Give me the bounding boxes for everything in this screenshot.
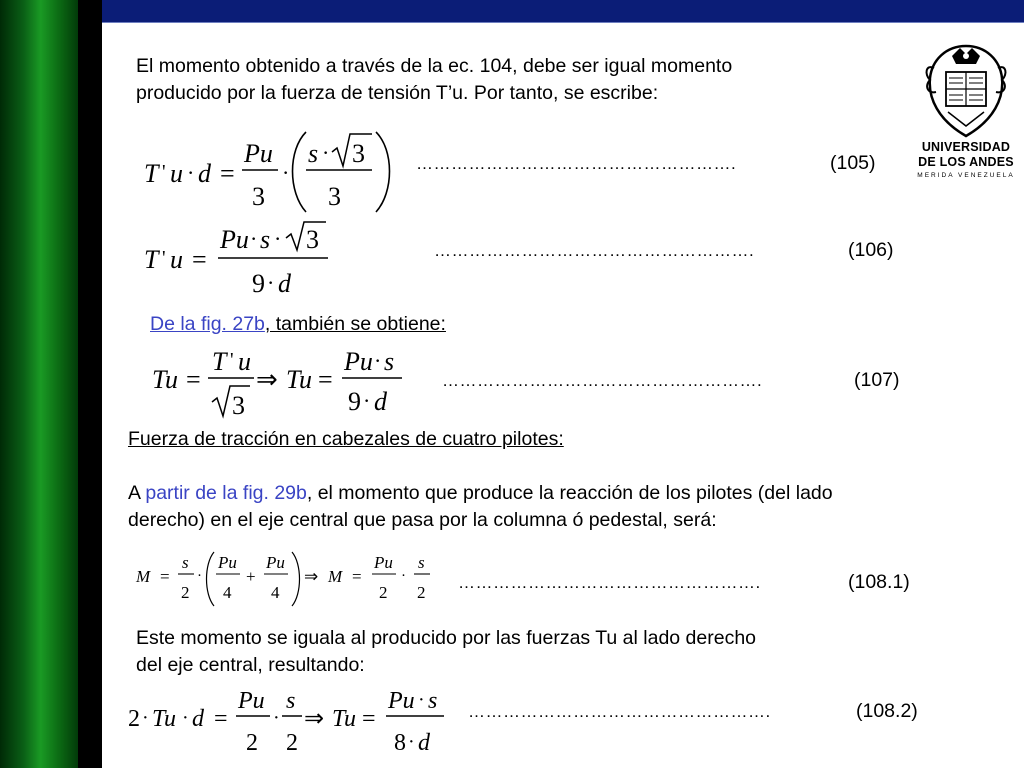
svg-text:Pu: Pu <box>220 225 249 254</box>
equation-108-1-number: (108.1) <box>848 571 910 593</box>
svg-text:⇒: ⇒ <box>304 706 325 732</box>
equation-107 <box>150 346 410 429</box>
svg-text:Pu: Pu <box>218 553 237 572</box>
equation-106-dots: ………………………………………………. <box>434 241 755 260</box>
svg-text:s: s <box>182 553 189 572</box>
svg-text:d: d <box>192 706 204 732</box>
svg-text:u: u <box>238 347 251 376</box>
fig-29b-line-2: derecho) en el eje central que pasa por la columna ó pedestal, será: <box>128 509 717 531</box>
equation-108-2-number: (108.2) <box>856 700 918 722</box>
left-decorative-bar <box>0 0 78 768</box>
four-piles-heading: Fuerza de tracción en cabezales de cuatro pilotes: <box>128 428 564 450</box>
svg-text:': ' <box>162 247 166 269</box>
fig-27b-link[interactable]: De la fig. 27b <box>150 313 265 335</box>
svg-text:Tu: Tu <box>332 706 357 732</box>
svg-text:T: T <box>212 347 227 376</box>
svg-text:s: s <box>428 688 438 714</box>
fig-29b-rest: , el momento que produce la reacción de los pilotes (del lado <box>306 482 833 504</box>
svg-text:⇒: ⇒ <box>256 365 278 394</box>
equation-108-1 <box>134 550 434 613</box>
svg-text:d: d <box>374 387 387 416</box>
svg-text:·: · <box>142 707 149 729</box>
svg-text:d: d <box>278 269 291 298</box>
university-name <box>916 140 1016 180</box>
fig-27b-sentence <box>150 310 446 338</box>
equation-106-number: (106) <box>848 239 894 261</box>
svg-text:3: 3 <box>252 182 265 211</box>
svg-text:s: s <box>260 225 271 254</box>
svg-text:·: · <box>274 226 282 251</box>
svg-text:·: · <box>408 731 415 753</box>
svg-text:T: T <box>144 159 159 188</box>
svg-text:2: 2 <box>181 583 190 602</box>
svg-text:·: · <box>250 226 258 251</box>
svg-text:9: 9 <box>252 269 265 298</box>
top-band-rule <box>102 22 1024 23</box>
svg-text:·: · <box>374 348 382 373</box>
equation-108-1-dots: ……………………………………………. <box>458 573 761 592</box>
svg-text:Pu: Pu <box>266 553 285 572</box>
svg-text:·: · <box>418 689 425 711</box>
svg-text:u: u <box>170 159 183 188</box>
svg-text:=: = <box>186 365 201 394</box>
equation-105-number: (105) <box>830 152 876 174</box>
svg-text:8: 8 <box>394 730 406 756</box>
svg-text:·: · <box>267 270 275 295</box>
svg-text:=: = <box>352 567 362 586</box>
svg-text:s: s <box>286 688 296 714</box>
svg-text:3: 3 <box>328 182 341 211</box>
svg-text:·: · <box>363 388 371 413</box>
svg-text:Tu: Tu <box>286 365 313 394</box>
svg-text:u: u <box>170 245 183 274</box>
svg-text:Tu: Tu <box>152 706 177 732</box>
svg-text:·: · <box>187 160 195 185</box>
svg-text:s: s <box>418 553 425 572</box>
svg-text:+: + <box>246 567 256 586</box>
svg-text:3: 3 <box>306 225 319 254</box>
svg-text:3: 3 <box>352 139 365 168</box>
svg-text:=: = <box>214 706 228 732</box>
fig-29b-prefix: A <box>128 482 146 504</box>
svg-text:=: = <box>362 706 376 732</box>
fig-27b-sentence-rest: , también se obtiene: <box>264 313 446 335</box>
black-divider-bar <box>78 0 102 768</box>
svg-text:2: 2 <box>128 706 140 732</box>
svg-text:9: 9 <box>348 387 361 416</box>
svg-text:2: 2 <box>417 583 426 602</box>
svg-text:Tu: Tu <box>152 365 179 394</box>
svg-text:·: · <box>282 160 290 185</box>
svg-text:Pu: Pu <box>344 347 373 376</box>
svg-text:M: M <box>328 567 343 586</box>
svg-text:Pu: Pu <box>238 688 265 714</box>
intro-line-2: producido por la fuerza de tensión T’u. Por tanto, se escribe: <box>136 82 659 104</box>
svg-text:d: d <box>418 730 430 756</box>
equation-107-number: (107) <box>854 369 900 391</box>
university-location: MERIDA VENEZUELA <box>917 172 1015 179</box>
equals-line-1: Este momento se iguala al producido por las fuerzas Tu al lado derecho <box>136 627 757 649</box>
svg-text:4: 4 <box>271 583 280 602</box>
svg-text:': ' <box>162 161 166 183</box>
svg-text:=: = <box>318 365 333 394</box>
equation-105 <box>140 126 400 223</box>
university-name-line1: UNIVERSIDAD <box>921 140 1011 154</box>
intro-line-1: El momento obtenido a través de la ec. 104, debe ser igual momento <box>136 55 733 77</box>
fig-29b-line-1 <box>128 479 833 507</box>
svg-text:Pu: Pu <box>244 139 273 168</box>
svg-text:·: · <box>182 707 189 729</box>
svg-text:·: · <box>197 568 202 584</box>
top-title-band <box>102 0 1024 22</box>
svg-text:⇒: ⇒ <box>304 567 319 586</box>
svg-text:4: 4 <box>223 583 232 602</box>
svg-text:Pu: Pu <box>374 553 393 572</box>
equation-108-2-dots: ……………………………………………. <box>468 702 771 721</box>
svg-text:T: T <box>144 245 159 274</box>
svg-text:·: · <box>273 707 280 729</box>
svg-text:2: 2 <box>286 730 298 756</box>
svg-text:s: s <box>308 139 319 168</box>
svg-text:·: · <box>401 568 406 584</box>
svg-text:=: = <box>192 245 207 274</box>
svg-text:s: s <box>384 347 395 376</box>
svg-text:Pu: Pu <box>388 688 415 714</box>
svg-text:': ' <box>230 349 234 371</box>
svg-text:M: M <box>136 567 151 586</box>
svg-text:2: 2 <box>246 730 258 756</box>
equals-line-2: del eje central, resultando: <box>136 654 365 676</box>
svg-text:d: d <box>198 159 211 188</box>
university-name-line2: DE LOS ANDES <box>918 155 1014 169</box>
equation-106 <box>140 220 340 305</box>
svg-text:3: 3 <box>232 391 245 420</box>
svg-text:2: 2 <box>379 583 388 602</box>
svg-text:=: = <box>160 567 170 586</box>
fig-29b-link[interactable]: partir de la fig. 29b <box>145 482 307 504</box>
svg-text:=: = <box>220 159 235 188</box>
svg-text:·: · <box>322 140 330 165</box>
equation-107-dots: ………………………………………………. <box>442 371 763 390</box>
equation-108-2 <box>126 686 446 771</box>
equation-105-dots: ………………………………………………. <box>416 154 737 173</box>
